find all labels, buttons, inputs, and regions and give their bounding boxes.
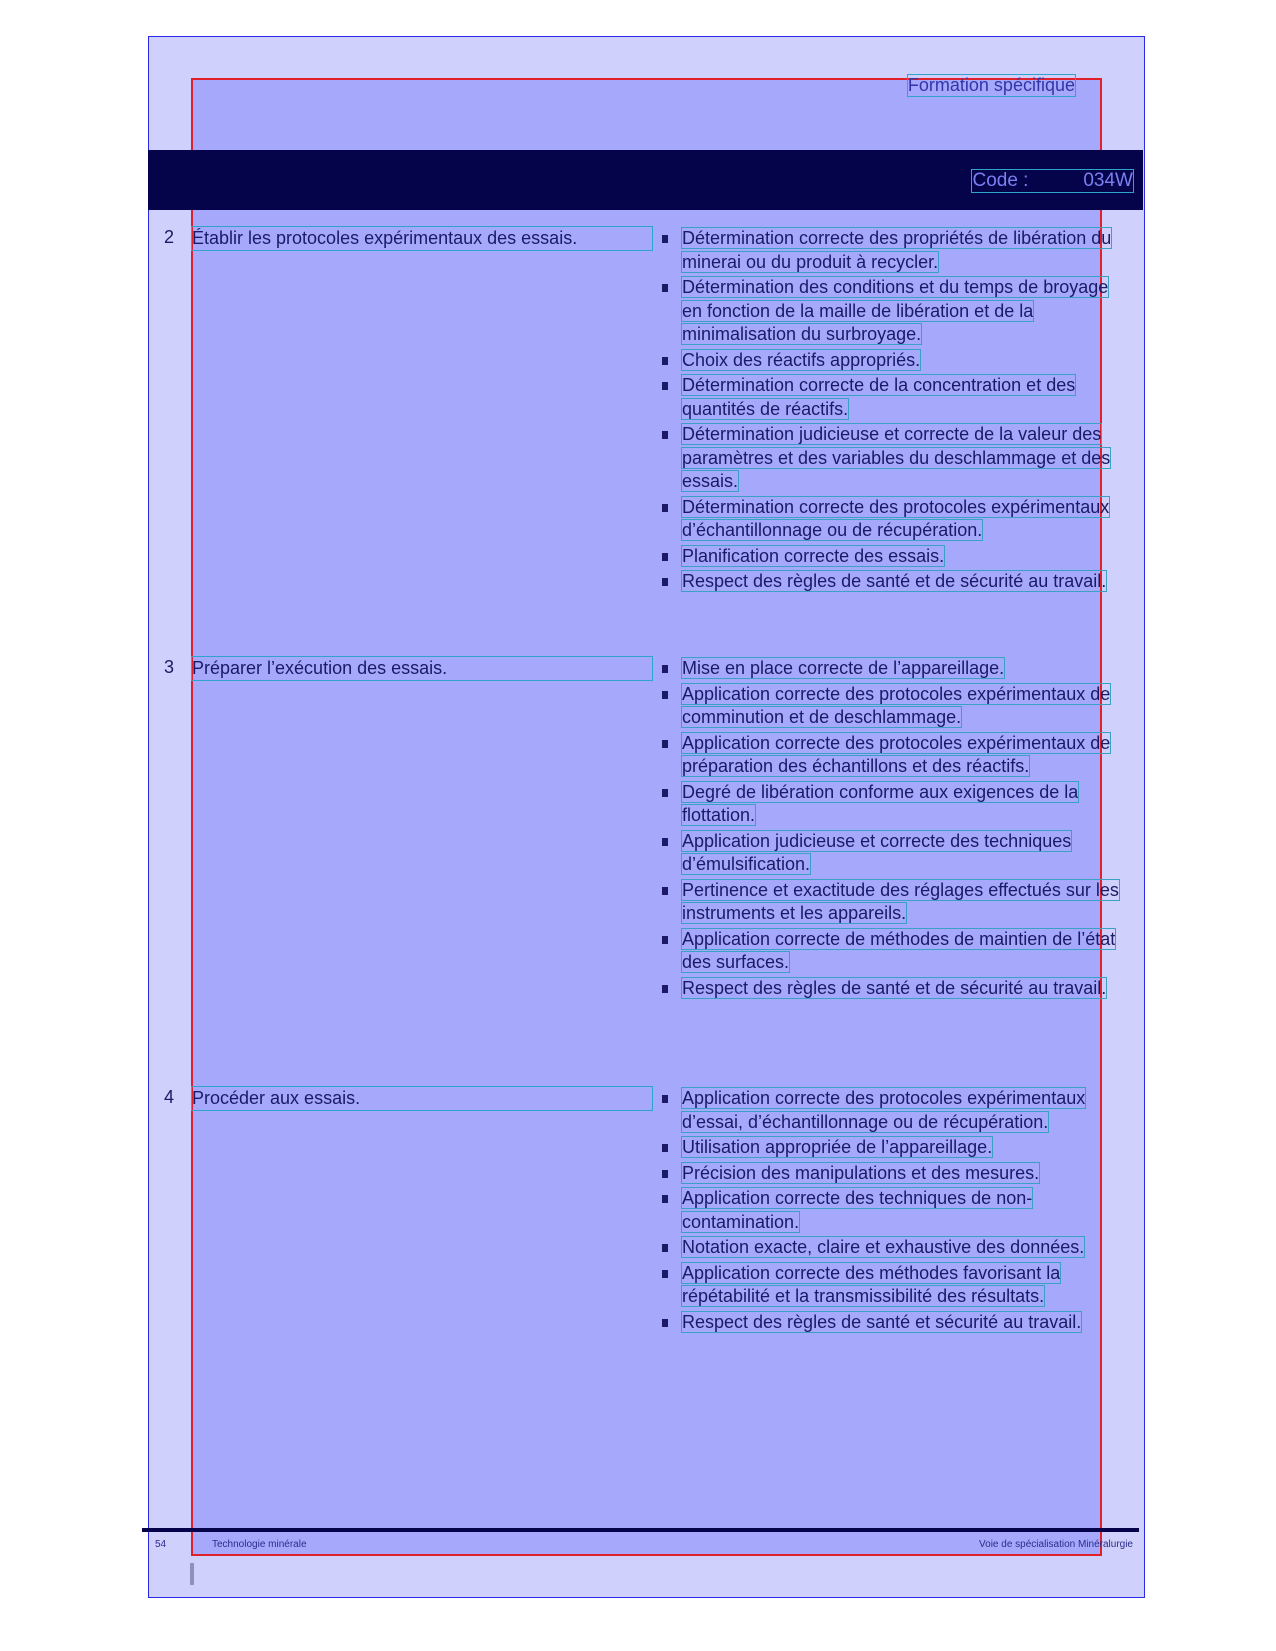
bullet-icon xyxy=(662,665,668,673)
bullet-icon xyxy=(662,789,668,797)
criterion-text: Détermination correcte des propriétés de libération du minerai ou du produit à recycler. xyxy=(682,228,1112,272)
criterion-text: Application correcte des protocoles expérimentaux de préparation des échantillons et des réactifs. xyxy=(682,732,1111,776)
code-value: 034W xyxy=(1083,170,1133,191)
bullet-icon xyxy=(662,1170,668,1178)
criterion-item xyxy=(660,879,1120,926)
step-number: 3 xyxy=(164,657,175,677)
criterion-text: Détermination correcte des protocoles expérimentaux d’échantillonnage ou de récupération. xyxy=(682,496,1110,540)
footer-left-text: Technologie minérale xyxy=(212,1539,307,1550)
footer-rule xyxy=(142,1528,1139,1532)
footer-page-number: 54 xyxy=(155,1539,167,1550)
criterion-text: Application correcte de méthodes de maintien de l’état des surfaces. xyxy=(682,928,1116,972)
criterion-text: Application correcte des protocoles expérimentaux d’essai, d’échantillonnage ou de récupération. xyxy=(682,1088,1086,1132)
criterion-text: Application correcte des méthodes favorisant la répétabilité et la transmissibilité des résultats. xyxy=(682,1262,1061,1306)
criterion-item xyxy=(660,374,1120,421)
bullet-icon xyxy=(662,887,668,895)
bullet-icon xyxy=(662,1270,668,1278)
footer-mark xyxy=(190,1563,194,1585)
bullet-icon xyxy=(662,691,668,699)
bullet-icon xyxy=(662,1195,668,1203)
step-number: 2 xyxy=(164,227,175,247)
criterion-text: Degré de libération conforme aux exigences de la flottation. xyxy=(682,781,1079,825)
criterion-item xyxy=(660,1236,1120,1260)
bullet-icon xyxy=(662,284,668,292)
bullet-icon xyxy=(662,382,668,390)
criterion-text: Application correcte des techniques de non-contamination. xyxy=(682,1188,1033,1232)
criterion-text: Précision des manipulations et des mesures. xyxy=(682,1162,1040,1183)
bullet-icon xyxy=(662,357,668,365)
criterion-text: Détermination correcte de la concentration et des quantités de réactifs. xyxy=(682,375,1076,419)
criterion-text: Planification correcte des essais. xyxy=(682,545,945,566)
bullet-icon xyxy=(662,740,668,748)
criterion-item xyxy=(660,349,1120,373)
criterion-item xyxy=(660,928,1120,975)
criterion-text: Détermination des conditions et du temps de broyage en fonction de la maille de libération et de la minimalisation du surbroyage. xyxy=(682,277,1109,344)
criterion-text: Notation exacte, claire et exhaustive des données. xyxy=(682,1237,1085,1257)
code-label xyxy=(972,170,1133,192)
criterion-item xyxy=(660,1087,1120,1134)
criteria-list xyxy=(660,657,1120,1002)
criterion-text: Respect des règles de santé et de sécurité au travail. xyxy=(682,977,1107,998)
page-header-title: Formation spécifique xyxy=(907,75,1075,95)
criterion-item xyxy=(660,496,1120,543)
criterion-item xyxy=(660,830,1120,877)
criterion-text: Respect des règles de santé et sécurité au travail. xyxy=(682,1311,1082,1332)
bullet-icon xyxy=(662,936,668,944)
criterion-item xyxy=(660,732,1120,779)
footer-right-text: Voie de spécialisation Minéralurgie xyxy=(979,1539,1133,1550)
criterion-text: Application judicieuse et correcte des techniques d’émulsification. xyxy=(682,830,1072,874)
criterion-item xyxy=(660,1136,1120,1160)
bullet-icon xyxy=(662,1319,668,1327)
criteria-list xyxy=(660,227,1120,596)
criterion-text: Choix des réactifs appropriés. xyxy=(682,349,921,370)
criterion-item xyxy=(660,977,1120,1001)
criterion-text: Pertinence et exactitude des réglages effectués sur les instruments et les appareils. xyxy=(682,879,1119,923)
criterion-text: Respect des règles de santé et de sécurité au travail. xyxy=(682,571,1107,591)
criterion-item xyxy=(660,657,1120,681)
bullet-icon xyxy=(662,1144,668,1152)
step-text: Établir les protocoles expérimentaux des essais. xyxy=(192,227,652,250)
step-text: Procéder aux essais. xyxy=(192,1087,652,1110)
bullet-icon xyxy=(662,504,668,512)
criterion-item xyxy=(660,423,1120,494)
bullet-icon xyxy=(662,1095,668,1103)
criterion-item xyxy=(660,781,1120,828)
criteria-list xyxy=(660,1087,1120,1336)
criterion-item xyxy=(660,545,1120,569)
criterion-item xyxy=(660,1162,1120,1186)
bullet-icon xyxy=(662,431,668,439)
criterion-item xyxy=(660,1311,1120,1335)
bullet-icon xyxy=(662,1244,668,1252)
step-number: 4 xyxy=(164,1087,175,1107)
criterion-item xyxy=(660,683,1120,730)
criterion-text: Application correcte des protocoles expérimentaux de comminution et de deschlammage. xyxy=(682,683,1111,727)
bullet-icon xyxy=(662,985,668,993)
code-label-text: Code : xyxy=(972,170,1029,191)
criterion-text: Détermination judicieuse et correcte de la valeur des paramètres et des variables du deschlammage et des essais. xyxy=(682,424,1111,491)
criterion-item xyxy=(660,227,1120,274)
criterion-text: Mise en place correcte de l’appareillage. xyxy=(682,658,1005,678)
criterion-item xyxy=(660,1187,1120,1234)
bullet-icon xyxy=(662,578,668,586)
step-text: Préparer l’exécution des essais. xyxy=(192,657,652,680)
criterion-item xyxy=(660,1262,1120,1309)
criterion-item xyxy=(660,276,1120,347)
criterion-text: Utilisation appropriée de l’appareillage. xyxy=(682,1137,993,1157)
bullet-icon xyxy=(662,553,668,561)
criterion-item xyxy=(660,570,1120,594)
bullet-icon xyxy=(662,838,668,846)
bullet-icon xyxy=(662,235,668,243)
